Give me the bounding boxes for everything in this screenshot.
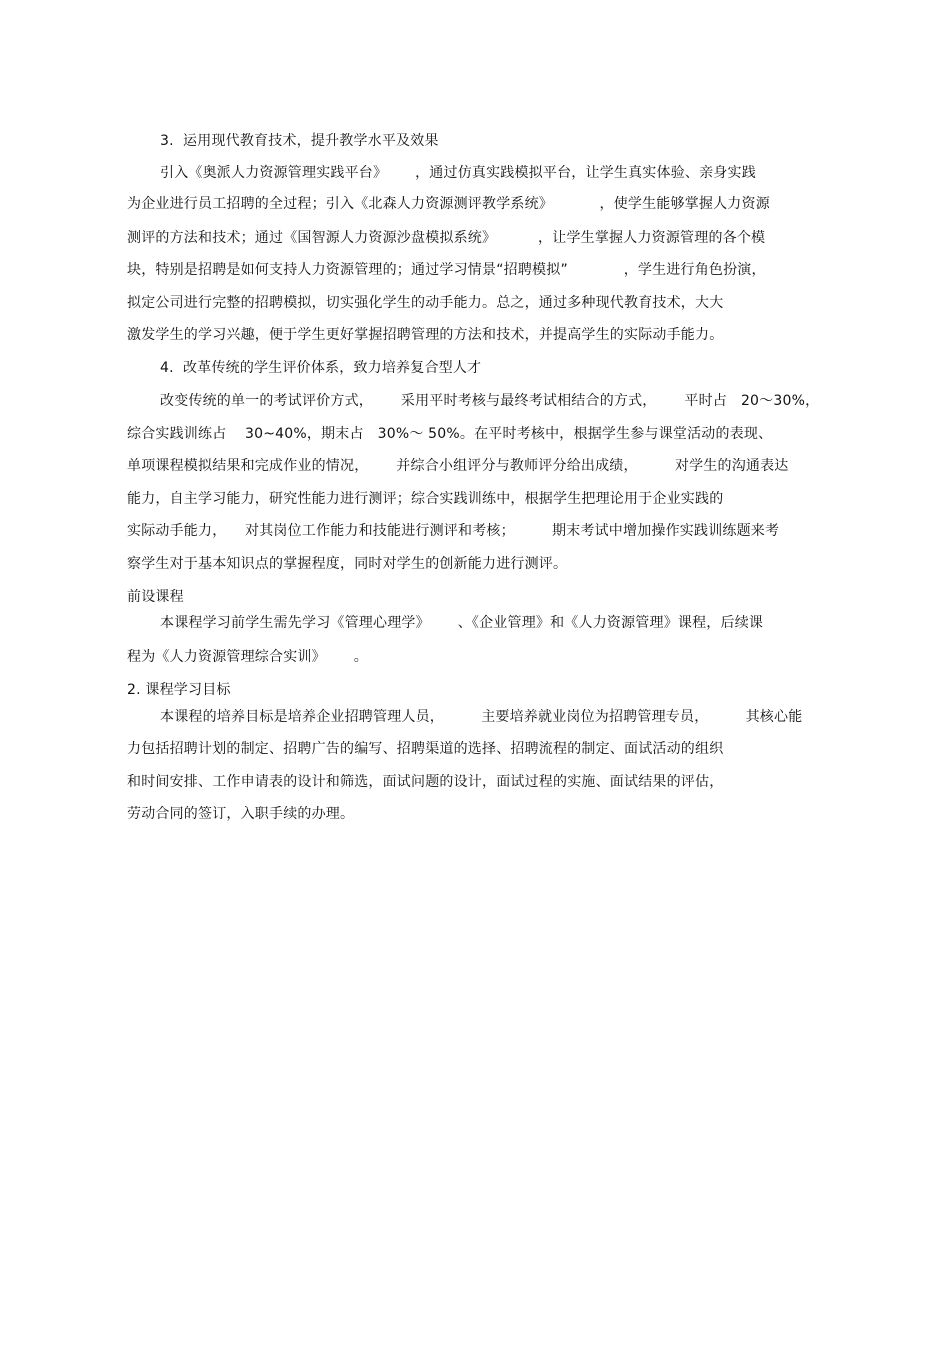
section-heading-goals: 2. 课程学习目标 xyxy=(127,682,231,698)
paragraph-line: 实际动手能力， 对其岗位工作能力和技能进行测评和考核； 期末考试中增加操作实践训练题来考 xyxy=(127,523,780,539)
paragraph-line: 本课程学习前学生需先学习《管理心理学》 、《企业管理》和《人力资源管理》课程，后续课 xyxy=(160,615,764,631)
paragraph-line: 本课程的培养目标是培养企业招聘管理人员， 主要培养就业岗位为招聘管理专员， 其核心能 xyxy=(160,709,803,725)
paragraph-line: 单项课程模拟结果和完成作业的情况， 并综合小组评分与教师评分给出成绩， 对学生的沟通表达 xyxy=(127,458,789,474)
paragraph-line: 块，特别是招聘是如何支持人力资源管理的；通过学习情景“招聘模拟” ，学生进行角色扮演， xyxy=(127,262,766,278)
section-heading-prerequisites: 前设课程 xyxy=(127,589,184,605)
paragraph-line: 和时间安排、工作申请表的设计和筛选，面试问题的设计，面试过程的实施、面试结果的评估， xyxy=(127,774,724,790)
paragraph-line: 力包括招聘计划的制定、招聘广告的编写、招聘渠道的选择、招聘流程的制定、面试活动的组织 xyxy=(127,741,724,757)
paragraph-line: 能力，自主学习能力，研究性能力进行测评；综合实践训练中，根据学生把理论用于企业实践的 xyxy=(127,491,724,507)
paragraph-line: 改变传统的单一的考试评价方式， 采用平时考核与最终考试相结合的方式， 平时占 20～30%， xyxy=(160,393,820,409)
section-heading-3: 3. 运用现代教育技术，提升教学水平及效果 xyxy=(160,133,439,149)
paragraph-line: 察学生对于基本知识点的掌握程度，同时对学生的创新能力进行测评。 xyxy=(127,556,568,572)
paragraph-line: 测评的方法和技术；通过《国智源人力资源沙盘模拟系统》 ，让学生掌握人力资源管理的各个模 xyxy=(127,230,766,246)
section-heading-4: 4. 改革传统的学生评价体系，致力培养复合型人才 xyxy=(160,360,482,376)
paragraph-line: 劳动合同的签订，入职手续的办理。 xyxy=(127,806,355,822)
paragraph-line: 程为《人力资源管理综合实训》 。 xyxy=(127,649,368,665)
paragraph-line: 拟定公司进行完整的招聘模拟，切实强化学生的动手能力。总之，通过多种现代教育技术，大大 xyxy=(127,295,724,311)
paragraph-line: 综合实践训练占 30~40%，期末占 30%～ 50%。在平时考核中，根据学生参与课堂活动的表现、 xyxy=(127,426,773,442)
paragraph-line: 为企业进行员工招聘的全过程；引入《北森人力资源测评教学系统》 ，使学生能够掌握人力资源 xyxy=(127,196,770,212)
paragraph-line: 激发学生的学习兴趣，便于学生更好掌握招聘管理的方法和技术，并提高学生的实际动手能力。 xyxy=(127,327,724,343)
paragraph-line: 引入《奥派人力资源管理实践平台》 ，通过仿真实践模拟平台，让学生真实体验、亲身实践 xyxy=(160,165,756,181)
